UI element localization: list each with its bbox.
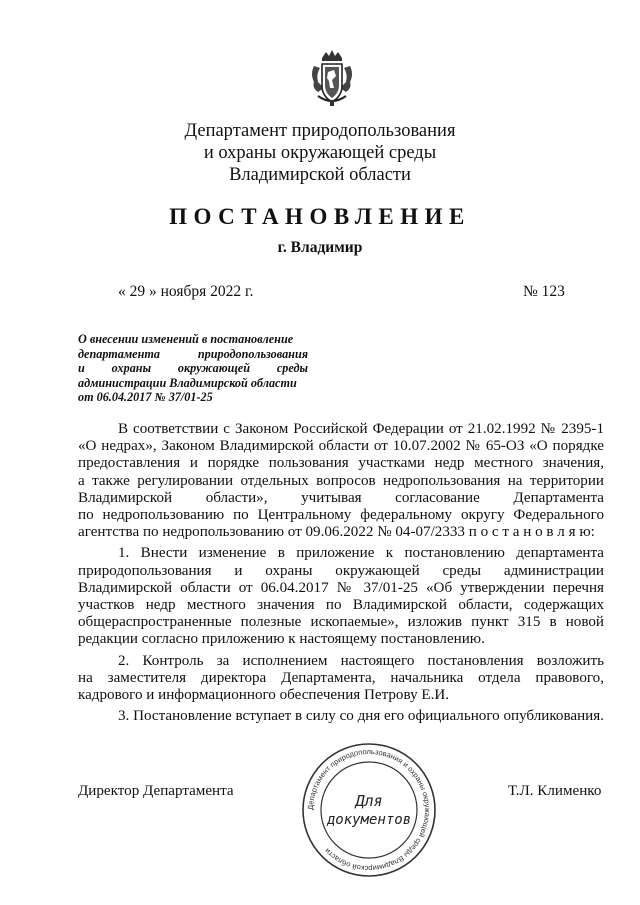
official-stamp: [299, 740, 439, 880]
body-line: Владимирской области от 06.04.2017 № 37/01-25 «Об утверждении перечня: [78, 579, 604, 596]
body-line: природопользования и охраны окружающей среды администрации: [78, 562, 604, 579]
subject-line: администрации Владимирской области: [78, 375, 297, 390]
document-body: [78, 421, 604, 725]
subject-line: и охраны окружающей среды: [78, 361, 308, 376]
document-subject: [78, 332, 308, 405]
subject-line: О внесении изменений в постановление: [78, 332, 294, 346]
department-line-1: Департамент природопользования: [184, 121, 456, 141]
signatory-name: Т.Л. Клименко: [508, 783, 602, 799]
body-line: Владимирской области», учитывая согласование Департамента: [78, 489, 604, 506]
department-line-2: и охраны окружающей среды: [203, 143, 437, 163]
stamp-center-line-2: документов: [326, 812, 412, 828]
body-line: редакции согласно приложению к настоящему постановлению.: [78, 631, 485, 648]
subject-line: от 06.04.2017 № 37/01-25: [78, 390, 213, 405]
item-3-paragraph: [78, 708, 604, 725]
document-title: ПОСТАНОВЛЕНИЕ: [169, 204, 471, 229]
stamp-center-line-1: Для: [355, 792, 383, 810]
body-line: общераспространенные полезные ископаемые», изложив пункт 315 в новой: [78, 614, 604, 631]
body-line: 1. Внести изменение в приложение к постановлению департамента: [118, 545, 604, 562]
body-line: 3. Постановление вступает в силу со дня его официального опубликования.: [118, 708, 604, 725]
body-line: В соответствии с Законом Российской Федерации от 21.02.1992 № 2395-1: [118, 421, 604, 437]
document-number: № 123: [523, 283, 565, 300]
department-name: [0, 120, 640, 186]
signatory-title: Директор Департамента: [78, 783, 234, 799]
document-date: « 29 » ноября 2022 г.: [118, 283, 254, 300]
body-line: на заместителя директора Департамента, начальника отдела правового,: [78, 669, 604, 686]
subject-line: департамента природопользования: [78, 346, 308, 361]
document-city: г. Владимир: [277, 239, 363, 256]
department-line-3: Владимирской области: [229, 165, 411, 185]
coat-of-arms-emblem: [308, 48, 356, 108]
item-1-paragraph: [78, 545, 604, 648]
item-2-paragraph: [78, 653, 604, 705]
body-line: участков недр местного значения по Владимирской области, содержащих: [78, 597, 604, 614]
body-line: кадрового и информационного обеспечения Петрову Е.И.: [78, 687, 450, 704]
preamble-paragraph: [78, 421, 604, 541]
body-line: агентства по недропользованию от 09.06.2022 № 04-07/2333 п о с т а н о в л я ю:: [78, 524, 595, 541]
body-line: «О недрах», Законом Владимирской области от 10.07.2002 № 65-ОЗ «О порядке: [78, 438, 604, 455]
body-line: предоставления и порядке пользования участками недр местного значения,: [78, 455, 604, 472]
body-line: 2. Контроль за исполнением настоящего постановления возложить: [118, 652, 604, 669]
stamp-ring-text: Департамент природопользования и охраны окружающей среды Владимирской области: [305, 746, 433, 874]
body-line: а также регулировании отдельных вопросов недропользования на территории: [78, 472, 604, 489]
body-line: по недропользованию по Центральному федеральному округу Федерального: [78, 507, 604, 524]
